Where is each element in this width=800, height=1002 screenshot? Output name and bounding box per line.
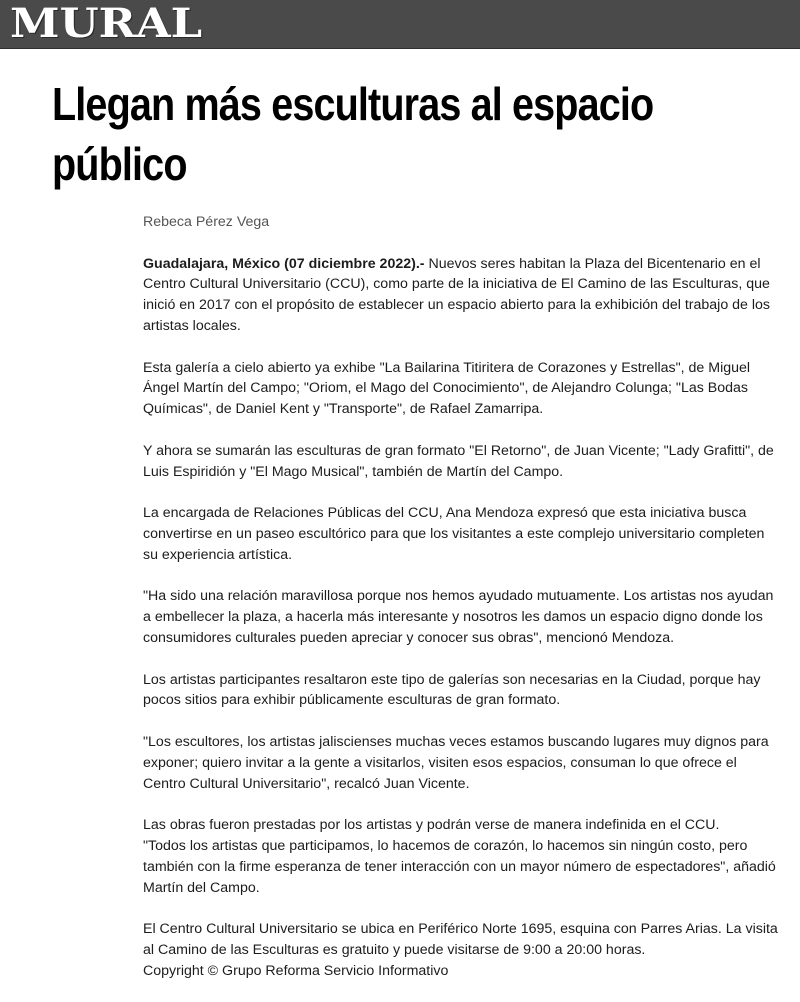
article-paragraph: "Todos los artistas que participamos, lo hacemos de corazón, lo hacemos sin ningún costo, pero también con la firme esperanza de tener interacción con un mayor número de espectadores", añadió Martín del Campo. bbox=[143, 837, 776, 896]
article-headline bbox=[52, 74, 671, 194]
article-paragraph: El Centro Cultural Universitario se ubica en Periférico Norte 1695, esquina con Parres Arias. La visita al Camino de las Esculturas es gratuito y puede visitarse de 9:00 a 20:00 horas. bbox=[143, 921, 778, 958]
article-paragraph-lead bbox=[143, 254, 783, 337]
article-paragraph: "Los escultores, los artistas jaliscienses muchas veces estamos buscando lugares muy dignos para exponer; quiero invitar a la gente a visitarlos, visiten esos espacios, consuman lo que ofrece el Centro Cultural Universitario", recalcó Juan Vicente. bbox=[143, 733, 769, 792]
article-paragraph: La encargada de Relaciones Públicas del CCU, Ana Mendoza expresó que esta iniciativa busca convertirse en un paseo escultórico para que los visitantes a este complejo universitario completen su experiencia artística. bbox=[143, 505, 765, 563]
copyright-notice: Copyright © Grupo Reforma Servicio Informativo bbox=[143, 962, 449, 979]
headline-line-1: Llegan más esculturas al espacio bbox=[52, 78, 654, 130]
byline: Rebeca Pérez Vega bbox=[143, 214, 270, 230]
lead-text: Nuevos seres habitan la Plaza del Bicentenario en el Centro Cultural Universitario (CCU), como parte de la iniciativa de El Camino de las Esculturas, que inició en 2017 con el propósito de establecer un espacio abierto para la exhibición del trabajo de los artistas locales. bbox=[143, 255, 771, 334]
article-paragraph: Esta galería a cielo abierto ya exhibe "La Bailarina Titiritera de Corazones y Estrellas", de Miguel Ángel Martín del Campo; "Oriom, el Mago del Conocimiento", de Alejandro Colunga; "Las Bodas Químicas", de Daniel Kent y "Transporte", de Rafael Zamarripa. bbox=[143, 359, 751, 418]
mural-logo[interactable]: MURAL bbox=[10, 0, 203, 47]
article-paragraph: Las obras fueron prestadas por los artistas y podrán verse de manera indefinida en el CCU. bbox=[143, 817, 720, 834]
dateline: Guadalajara, México (07 diciembre 2022).- bbox=[143, 255, 425, 272]
article-body bbox=[143, 212, 783, 1002]
article-paragraph: Y ahora se sumarán las esculturas de gran formato "El Retorno", de Juan Vicente; "Lady Grafitti", de Luis Espiridión y "El Mago Musical", también de Martín del Campo. bbox=[143, 442, 774, 480]
headline-line-2: público bbox=[52, 138, 187, 190]
article-paragraph: "Ha sido una relación maravillosa porque nos hemos ayudado mutuamente. Los artistas nos ayudan a embellecer la plaza, a hacerla más interesante y nosotros les damos un espacio digno donde los consumidores culturales pueden apreciar y conocer sus obras", mencionó Mendoza. bbox=[143, 588, 774, 646]
article-paragraph: Los artistas participantes resaltaron este tipo de galerías son necesarias en la Ciudad, porque hay pocos sitios para exhibir públicamente esculturas de gran formato. bbox=[143, 671, 761, 709]
masthead bbox=[0, 0, 800, 49]
